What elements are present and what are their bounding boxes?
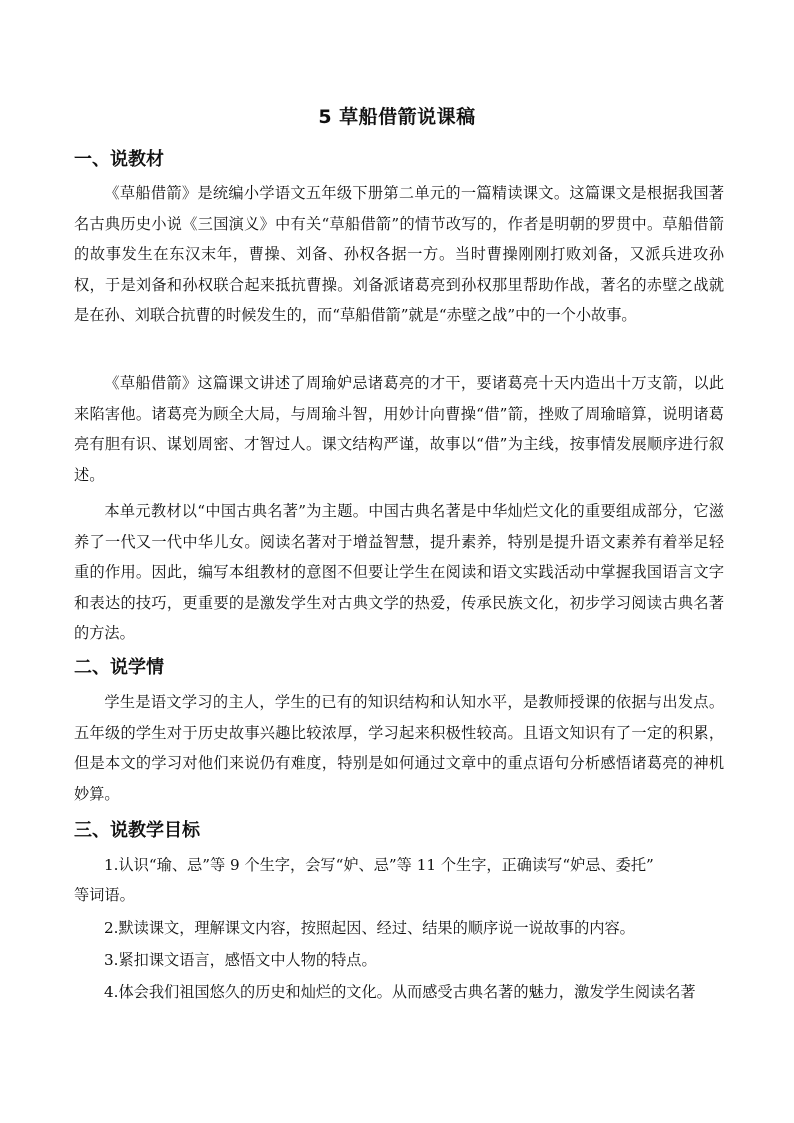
- section-heading-goals: 三、说教学目标: [74, 820, 200, 841]
- paragraph-textbook-intro: 《草船借箭》是统编小学语文五年级下册第二单元的一篇精读课文。这篇课文是根据我国著名古典历史小说《三国演义》中有关“草船借箭”的情节改写的，作者是明朝的罗贯中。草船借箭的故事发生在东汉末年，曹操、刘备、孙权各据一方。当时曹操刚刚打败刘备，又派兵进攻孙权，于是刘备和孙权联合起来抵抗曹操。刘备派诸葛亮到孙权那里帮助作战，著名的赤壁之战就是在孙、刘联合抗曹的时候发生的，而“草船借箭”就是“赤壁之战”中的一个小故事。: [74, 184, 724, 325]
- goal-item-4: 4.体会我们祖国悠久的历史和灿烂的文化。从而感受古典名著的魅力，激发学生阅读名著: [104, 983, 696, 1001]
- section-heading-students: 二、说学情: [74, 657, 164, 678]
- goal-item-2: 2.默读课文，理解课文内容，按照起因、经过、结果的顺序说一说故事的内容。: [104, 919, 635, 937]
- section-heading-textbook: 一、说教材: [74, 149, 164, 170]
- page-title: 5 草船借箭说课稿: [318, 106, 476, 128]
- goal-item-1-line-2: 等词语。: [74, 886, 135, 904]
- paragraph-story-summary: 《草船借箭》这篇课文讲述了周瑜妒忌诸葛亮的才干，要诸葛亮十天内造出十万支箭，以此来陷害他。诸葛亮为顾全大局，与周瑜斗智，用妙计向曹操“借”箭，挫败了周瑜暗算，说明诸葛亮有胆有识、谋划周密、才智过人。课文结构严谨，故事以“借”为主线，按事情发展顺序进行叙述。: [74, 374, 724, 484]
- goal-item-1-line-1: 1.认识“瑜、忌”等 9 个生字，会写“妒、忌”等 11 个生字，正确读写“妒忌、委托”: [104, 856, 654, 874]
- paragraph-unit-theme: 本单元教材以“中国古典名著”为主题。中国古典名著是中华灿烂文化的重要组成部分，它滋养了一代又一代中华儿女。阅读名著对于增益智慧，提升素养，特别是提升语文素养有着举足轻重的作用。因此，编写本组教材的意图不但要让学生在阅读和语文实践活动中掌握我国语言文字和表达的技巧，更重要的是激发学生对古典文学的热爱，传承民族文化，初步学习阅读古典名著的方法。: [74, 502, 724, 643]
- paragraph-student-analysis: 学生是语文学习的主人，学生的已有的知识结构和认知水平，是教师授课的依据与出发点。五年级的学生对于历史故事兴趣比较浓厚，学习起来积极性较高。且语文知识有了一定的积累，但是本文的学习对他们来说仍有难度，特别是如何通过文章中的重点语句分析感悟诸葛亮的神机妙算。: [74, 693, 724, 803]
- goal-item-3: 3.紧扣课文语言，感悟文中人物的特点。: [104, 951, 377, 969]
